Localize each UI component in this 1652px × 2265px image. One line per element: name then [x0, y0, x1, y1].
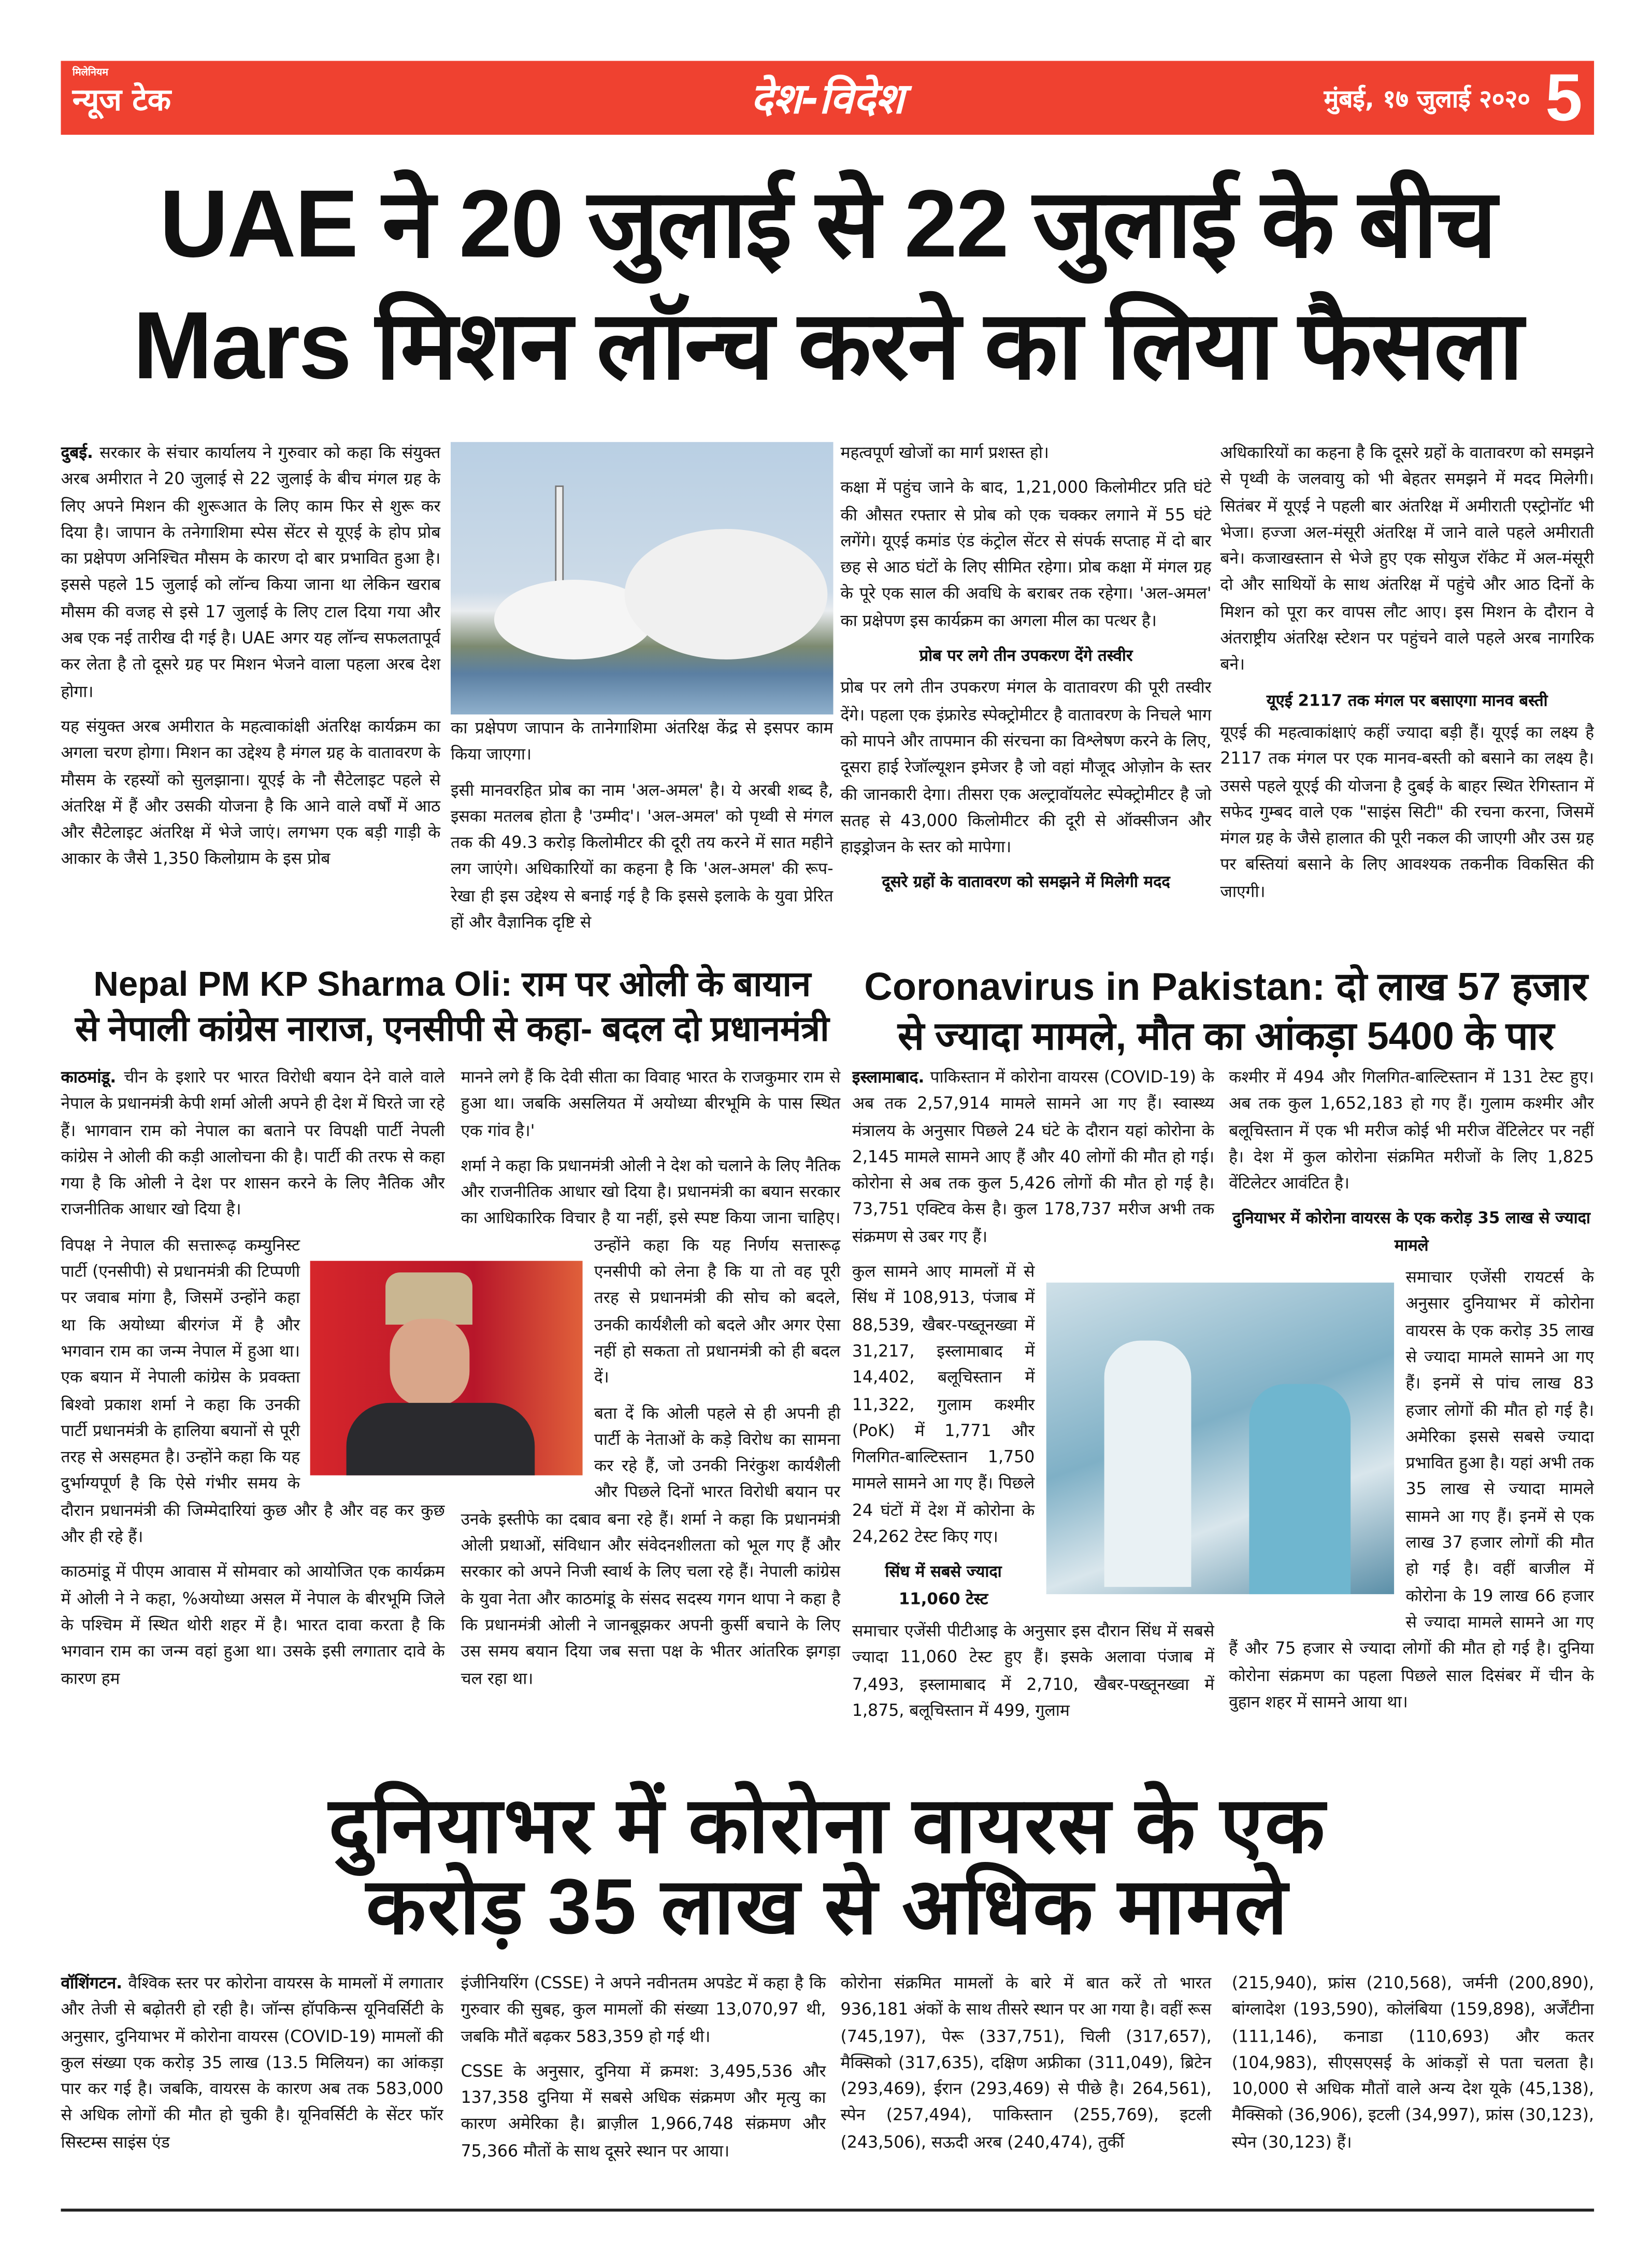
dhaka-topi — [385, 1272, 472, 1325]
paragraph: सरकार के संचार कार्यालय ने गुरुवार को कहा कि संयुक्त अरब अमीरात ने 20 जुलाई से 22 जुलाई के बीच मंगल ग्रह के लिए अपने मिशन की शुरूआत के लिए काम फिर से शुरू कर दिया है। जापान के तनेगाशिमा स्पेस सेंटर से यूएई के होप प्रोब का प्रक्षेपण अनिश्चित मौसम के कारण दो बार प्रभावित हुआ है। इससे पहले 15 जुलाई को लॉन्च किया जाना था लेकिन खराब मौसम की वजह से इसे 17 जुलाई के लिए टाल दिया गया और अब एक नई तारीख दी गई है। UAE अगर यह लॉन्च सफलतापूर्व कर लेता है तो दूसरे ग्रह पर मिशन भेजने वाला पहला अरब देश होगा। — [61, 443, 441, 701]
subheading: दुनियाभर में कोरोना वायरस के एक करोड़ 35 लाख से ज्यादा मामले — [1232, 1209, 1591, 1255]
paragraph: विपक्ष ने नेपाल की सत्तारूढ़ कम्युनिस्ट पार्टी (एनसीपी) से प्रधानमंत्री की टिप्पणी पर जवाब मांगा है, जिसमें उन्होंने कहा था कि अयोध्या बीरगंज में है और भगवान राम का जन्म नेपाल में हुआ था। एक बयान में नेपाली कांग्रेस के प्रवक्ता बिश्वो प्रकाश शर्मा ने कहा कि उनकी पार्टी प्रधानमंत्री के हालिया बयानों से पूरी तरह से असहमत है। उन्होंने कहा कि यह दुर्भाग्यपूर्ण है कि ऐसे गंभीर समय के दौरान प्रधानमंत्री की जिम्मेदारियां कुछ और है और वह कर कुछ और ही रहे हैं। — [61, 1236, 445, 1546]
paragraph: यह संयुक्त अरब अमीरात के महत्वाकांक्षी अंतरिक्ष कार्यक्रम का अगला चरण होगा। मिशन का उद्देश्य है मंगल ग्रह के वातावरण के मौसम के रहस्यों को सुलझाना। यूएई के नौ सैटेलाइट पहले से अंतरिक्ष में हैं और उसकी योजना है कि आने वाले वर्षों में आठ और सैटेलाइट अंतरिक्ष में भेजे जाएं। लगभग एक बड़ी गाड़ी के आकार के जैसे 1,350 किलोग्राम के इस प्रोब — [61, 717, 441, 869]
headline-nepal — [61, 962, 843, 1052]
bottom-rule — [61, 2209, 1594, 2212]
paragraph: इंजीनियरिंग (CSSE) ने अपने नवीनतम अपडेट में कहा है कि गुरुवार की सुबह, कुल मामलों की संख्या 13,070,97 थी, जबकि मौतें बढ़कर 583,359 हो गई थी। — [461, 1974, 826, 2046]
paragraph: समाचार एजेंसी पीटीआइ के अनुसार इस दौरान सिंध में सबसे ज्यादा 11,060 टेस्ट हुए हैं। इसके अलावा पंजाब में 7,493, इस्लामाबाद में 2,710, खैबर-पख्तूनख्वा में 1,875, बलूचिस्तान में 499, गुलाम — [852, 1622, 1215, 1721]
paragraph: चीन के इशारे पर भारत विरोधी बयान देने वाले वाले नेपाल के प्रधानमंत्री केपी शर्मा ओली अपने ही देश में घिरते जा रहे हैं। भागवान राम को नेपाल का बताने पर विपक्षी पार्टी नेपली कांग्रेस ने ओली की कड़ी आलोचना की है। पार्टी की तरफ से कहा गया है कि ओली ने देश पर शासन करने के लिए नैतिक और राजनीतिक आधार खो दिया है। — [61, 1068, 445, 1220]
paragraph: महत्वपूर्ण खोजों का मार्ग प्रशस्त हो। — [840, 443, 1049, 463]
headline-line: करोड़ 35 लाख से अधिक मामले — [366, 1863, 1289, 1951]
headline-line: UAE ने 20 जुलाई से 22 जुलाई के बीच — [159, 169, 1496, 277]
issue-date: मुंबई, १७ जुलाई २०२० — [1324, 85, 1531, 114]
paragraph: (215,940), फ्रांस (210,568), जर्मनी (200,890), बांग्लादेश (193,590), कोलंबिया (159,898), अर्जेंटीना (111,146), कनाडा (110,693) और कतर (104,983), सीएसएसई के आंकड़ों से पता चलता है। 10,000 से अधिक मौतों वाले अन्य देश यूके (45,138), मैक्सिको (36,906), इटली (34,997), फ्रांस (30,123), स्पेन (30,123) हैं। — [1231, 1974, 1594, 2152]
paragraph: कुल सामने आए मामलों में से सिंध में 108,913, पंजाब में 88,539, खैबर-पख्तूनख्वा में 31,217, इस्लामाबाद में 14,402, बलूचिस्तान में 11,322, गुलाम कश्मीर (PoK) में 1,771 और गिलगित-बाल्टिस्तान 1,750 मामले सामने आ गए हैं। पिछले 24 घंटों में देश में कोरोना के 24,262 टेस्ट किए गए। — [852, 1262, 1035, 1546]
subheading: यूएई 2117 तक मंगल पर बसाएगा मानव बस्ती — [1266, 691, 1548, 710]
covid-hospital-photo — [1046, 1283, 1394, 1594]
subheading: प्रोब पर लगे तीन उपकरण देंगे तस्वीर — [919, 646, 1133, 666]
health-worker — [1249, 1384, 1351, 1595]
paragraph: CSSE के अनुसार, दुनिया में क्रमश: 3,495,536 और 137,358 दुनिया में सबसे अधिक संक्रमण और मृत्यु का कारण अमेरिका है। ब्राज़ील 1,966,748 संक्रमण और 75,366 मौतों के साथ दूसरे स्थान पर आया। — [461, 2062, 826, 2161]
article1-col1 — [61, 440, 440, 951]
dateline: दुबई. — [61, 443, 93, 463]
headline-line: Coronavirus in Pakistan: दो लाख 57 हजार — [864, 965, 1588, 1009]
section-title: देश-विदेश — [751, 74, 904, 123]
paragraph: इसी मानवरहित प्रोब का नाम 'अल-अमल' है। ये अरबी शब्द है, इसका मतलब होता है 'उम्मीद'। 'अल-अमल' को पृथ्वी से मंगल तक की 49.3 करोड़ किलोमीटर की दूरी तय करने में सात महीने लग जाएंगे। अधिकारियों का कहना है कि 'अल-अमल' की रूप-रेखा ही इस उद्देश्य से बनाई गई है कि इससे इलाके के युवा प्रेरित हों और वैज्ञानिक दृष्टि से — [450, 780, 834, 932]
paragraph: समाचार एजेंसी रायटर्स के अनुसार दुनियाभर में कोरोना वायरस के एक करोड़ 35 लाख से ज्यादा मामले सामने आ गए हैं। इनमें से पांच लाख 83 हजार लोगों की मौत हो गई है। अमेरिका इससे सबसे ज्यादा प्रभावित हुआ है। यहां अभी तक 35 लाख से ज्यादा मामले सामने आ गए हैं। इनमें से एक लाख 37 हजार लोगों की मौत हो गई है। वहीं बाजील में कोरोना के 19 लाख 66 हजार से ज्यादा मामले सामने आ गए हैं और 75 हजार से ज्यादा लोगों की मौत हो गई है। दुनिया कोरोना संक्रमण का पहला पिछले साल दिसंबर में चीन के वुहान शहर में सामने आया था। — [1229, 1268, 1594, 1712]
brand-logo: न्यूज टेक — [72, 82, 171, 118]
paragraph: कोरोना संक्रमित मामलों के बारे में बात करें तो भारत 936,181 अंकों के साथ तीसरे स्थान पर आ गया है। वहीं रूस (745,197), पेरू (337,751), चिली (317,657), मैक्सिको (317,635), दक्षिण अफ्रीका (311,049), ब्रिटेन (293,469), ईरान (293,469) से पीछे है। 264,561), स्पेन (257,494), पाकिस्तान (255,769), इटली (243,506), सऊदी अरब (240,474), तुर्की — [840, 1974, 1212, 2152]
paragraph: अधिकारियों का कहना है कि दूसरे ग्रहों के वातावरण को समझने से पृथ्वी के जलवायु को भी बेहतर समझने में मदद मिलेगी। सितंबर में यूएई ने पहली बार अंतरिक्ष में अमीराती एस्ट्रोनॉट भी भेजा। हज्जा अल-मंसूरी अंतरिक्ष में जाने वाले पहले अमीराती बने। कजाखस्तान से भेजे हुए एक सोयुज रॉकेट में अल-मंसूरी दो और साथियों के साथ अंतरिक्ष में पहुंचे और आठ दिनों के मिशन को पूरा कर वापस लौट आए। इस मिशन के दौरान वे अंतराष्ट्रीय अंतरिक्ष स्टेशन पर पहुंचने वाले पहले अरब नागरिक बने। — [1220, 443, 1594, 675]
paragraph: पाकिस्तान में कोरोना वायरस (COVID-19) के अब तक 2,57,914 मामले सामने आ गए हैं। स्वास्थ्य मंत्रालय के अनुसार पिछले 24 घंटे के दौरान यहां कोरोना के 2,145 मामले सामने आए हैं और 40 लोगों की मौत हो गई। कोरोना से अब तक कुल 5,426 लोगों की मौत हो गई है। 73,751 एक्टिव केस है। कुल 178,737 मरीज अभी तक संक्रमण से उबर गए हैं। — [852, 1068, 1215, 1246]
kp-oli-photo — [310, 1261, 583, 1475]
article1-col2 — [451, 716, 834, 951]
rocket-launch-photo — [451, 442, 834, 714]
article1-col3 — [840, 440, 1211, 951]
paragraph: बता दें कि ओली पहले से ही अपनी ही पार्टी के नेताओं के कड़े विरोध का सामना कर रहे हैं, जो उनकी निरंकुश कार्यशैली और पिछले दिनों भारत विरोधी बयान पर उनके इस्तीफे का दबाव बना रहे हैं। शर्मा ने कहा कि प्रधानमंत्री ओली प्रथाओं, संविधान और संवेदनशीलता को भूल गए हैं और सरकार को अपने निजी स्वार्थ के लिए चला रहे हैं। नेपाली कांग्रेस के युवा नेता और काठमांडू के संसद सदस्य गगन थापा ने कहा है कि प्रधानमंत्री ओली ने जानबूझकर अपनी कुर्सी बचाने के लिए उस समय बयान दिया जब सत्ता पक्ष के भीतर आंतरिक झगड़ा चल रहा था। — [461, 1403, 841, 1688]
subheading: दूसरे ग्रहों के वातावरण को समझने में मिलेगी मदद — [882, 873, 1170, 892]
paragraph: वैश्विक स्तर पर कोरोना वायरस के मामलों में लगातार और तेजी से बढ़ोतरी हो रही है। जॉन्स हॉपकिन्स यूनिवर्सिटी के अनुसार, दुनियाभर में कोरोना वायरस (COVID-19) मामलों की कुल संख्या एक करोड़ 35 लाख (13.5 मिलियन) का आंकड़ा पार कर गई है। जबकि, वायरस के कारण अब तक 583,000 से अधिक लोगों की मौत हो चुकी है। यूनिवर्सिटी के सेंटर फॉर सिस्टम्स साइंस एंड — [61, 1974, 444, 2152]
headline-line: Mars मिशन लॉन्च करने का लिया फैसला — [133, 291, 1522, 399]
smoke-cloud — [625, 529, 828, 660]
article1-col4 — [1220, 440, 1594, 951]
brand-small: मिलेनियम — [72, 66, 108, 79]
headline-line: दुनियाभर में कोरोना वायरस के एक — [328, 1782, 1327, 1870]
paragraph: यूएई की महत्वाकांक्षाएं कहीं ज्यादा बड़ी हैं। यूएई का लक्ष्य है 2117 तक मंगल पर एक मानव-बस्ती को बसाने का लक्ष्य है। उससे पहले यूएई की योजना है दुबई के बाहर स्थित रेगिस्तान में सफेद गुम्बद वाले एक "साइंस सिटी" की रचना करना, जिसमें मंगल ग्रह के जैसे हालात की पूरी नकल की जाएगी और उस ग्रह पर बस्तियां बसाने के लिए आवश्यक तकनीक विकसित की जाएगी। — [1220, 723, 1594, 901]
face — [390, 1319, 470, 1406]
dateline: इस्लामाबाद. — [852, 1068, 925, 1087]
article4-col2 — [461, 1971, 826, 2203]
dateline: काठमांडू. — [61, 1068, 117, 1087]
dateline: वॉशिंगटन. — [61, 1974, 123, 1993]
paragraph: प्रोब पर लगे तीन उपकरण मंगल के वातावरण की पूरी तस्वीर देंगे। पहला एक इंफ्रारेड स्पेक्ट्रोमीटर है वातावरण के निचले भाग को मापने और तापमान की संरचना का विश्लेषण करने के लिए, दूसरा हाई रेजॉल्यूशन इमेजर है जो वहां मौजूद ओज़ोन के स्तर की जानकारी देगा। तीसरा एक अल्ट्रावॉयलेट स्पेक्ट्रोमीटर है जो सतह से 43,000 किलोमीटर की दूरी से ऑक्सीजन और हाइड्रोजन के स्तर को मापेगा। — [840, 679, 1212, 857]
paragraph: शर्मा ने कहा कि प्रधानमंत्री ओली ने देश को चलाने के लिए नैतिक और राजनीतिक आधार खो दिया है। प्रधानमंत्री का बयान सरकार का आधिकारिक विचार है या नहीं, इसे स्पष्ट किया जाना चाहिए। उन्होंने कहा कि यह निर्णय सत्तारूढ़ एनसीपी को लेना है कि या तो वह पूरी तरह से प्रधानमंत्री की सोच को बदले, उनकी कार्यशैली को बदले और अगर ऐसा नहीं हो सकता तो प्रधानमंत्री को ही बदल दें। — [461, 1156, 841, 1387]
headline-line: से ज्यादा मामले, मौत का आंकड़ा 5400 के पार — [897, 1014, 1555, 1058]
paragraph: कक्षा में पहुंच जाने के बाद, 1,21,000 किलोमीटर प्रति घंटे की औसत रफ्तार से प्रोब को एक चक्कर लगाने में 55 घंटे लगेंगे। यूएई कमांड एंड कंट्रोल सेंटर से संपर्क सप्ताह में दो बार छह से आठ घंटों के लिए सीमित रहेगा। प्रोब कक्षा में मंगल ग्रह के पूरे एक साल की अवधि के बराबर तक रहेगा। 'अल-अमल' का प्रक्षेपण इस कार्यक्रम का अगला मील का पत्थर है। — [840, 478, 1212, 630]
page-number: 5 — [1545, 59, 1583, 135]
paragraph: काठमांडू में पीएम आवास में सोमवार को आयोजित एक कार्यक्रम में ओली ने ने कहा, %अयोध्या असल में नेपाल के बीरभूमि जिले के पश्चिम में स्थित थोरी शहर में है। भारत दावा करता है कि भगवान राम का जन्म वहां हुआ था। उसके इसी लगातार दावे के कारण हम — [61, 1562, 445, 1688]
health-worker — [1104, 1341, 1191, 1587]
article4-col4 — [1232, 1971, 1594, 2203]
headline-line: Nepal PM KP Sharma Oli: राम पर ओली के बायान — [93, 965, 811, 1005]
suit — [347, 1403, 535, 1475]
article4-col3 — [840, 1971, 1211, 2203]
subheading: सिंध में सबसे ज्यादा 11,060 टेस्ट — [885, 1562, 1002, 1609]
headline-uae-mars — [61, 162, 1594, 406]
headline-pakistan — [858, 962, 1594, 1060]
headline-world-corona — [61, 1782, 1594, 1951]
article4-col1 — [61, 1971, 443, 2203]
paragraph: का प्रक्षेपण जापान के तानेगाशिमा अंतरिक्ष केंद्र से इसपर काम किया जाएगा। — [450, 719, 834, 765]
masthead — [61, 61, 1594, 135]
paragraph: कश्मीर में 494 और गिलगित-बाल्टिस्तान में 131 टेस्ट हुए। अब तक कुल 1,652,183 हो गए हैं। गुलाम कश्मीर और बलूचिस्तान में एक भी मरीज कोई भी मरीज वेंटिलेटर पर नहीं है। देश में कुल कोरोना संक्रमित मरीजों के लिए 1,825 वेंटिलेटर आवंटित है। — [1229, 1068, 1594, 1193]
headline-line: से नेपाली कांग्रेस नाराज, एनसीपी से कहा- बदल दो प्रधानमंत्री — [75, 1010, 829, 1050]
paragraph: मानने लगे हैं कि देवी सीता का विवाह भारत के राजकुमार राम से हुआ था। जबकि असलियत में अयोध्या बीरभूमि के पास स्थित एक गांव है।' — [461, 1068, 841, 1140]
